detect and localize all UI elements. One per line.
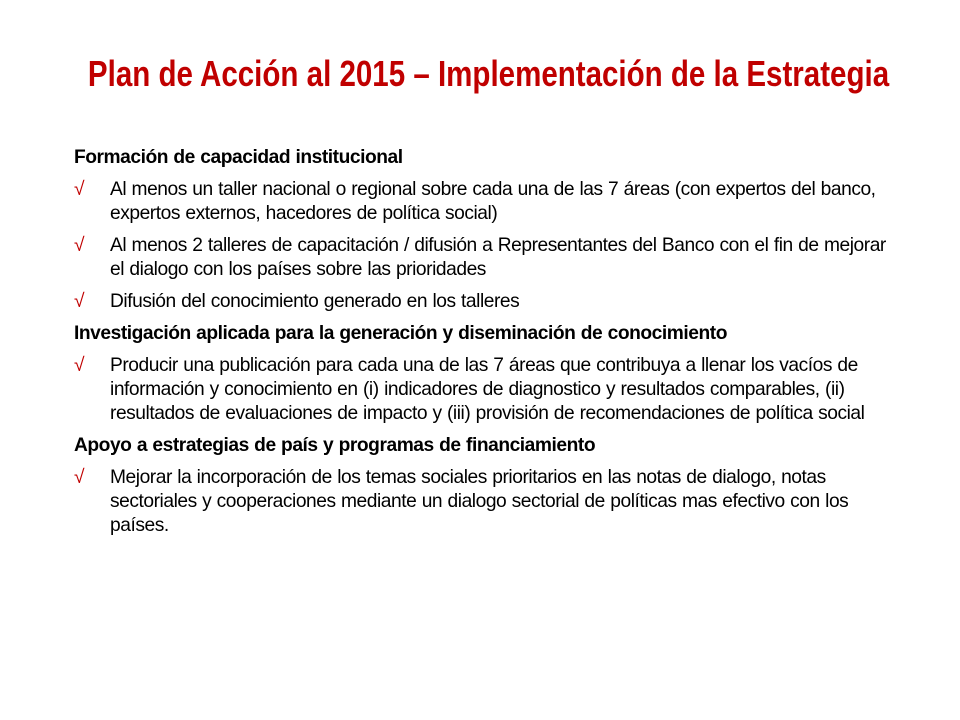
- bullet-item: [74, 354, 904, 426]
- check-icon: √: [74, 467, 85, 488]
- bullet-item: [74, 466, 904, 538]
- slide-title-text: Plan de Acción al 2015 – Implementación de la Estrategia: [87, 53, 890, 94]
- check-icon: √: [74, 355, 85, 376]
- bullet-text: Al menos un taller nacional o regional sobre cada una de las 7 áreas (con expertos del banco, expertos externos, hacedores de política social): [110, 179, 876, 224]
- section-heading: Apoyo a estrategias de país y programas de financiamiento: [74, 435, 596, 456]
- check-icon: √: [74, 235, 85, 256]
- section-heading: Formación de capacidad institucional: [74, 147, 403, 168]
- bullet-text: Al menos 2 talleres de capacitación / difusión a Representantes del Banco con el fin de mejorar el dialogo con los países sobre las prioridades: [110, 235, 886, 280]
- bullet-item: [74, 234, 904, 282]
- bullet-text: Difusión del conocimiento generado en los talleres: [110, 291, 520, 312]
- bullet-item: [74, 178, 904, 226]
- check-icon: √: [74, 291, 85, 312]
- bullet-text: Mejorar la incorporación de los temas sociales prioritarios en las notas de dialogo, notas sectoriales y cooperaciones mediante un dialogo sectorial de políticas mas efectivo con los países.: [110, 467, 849, 536]
- slide-content: [74, 146, 904, 546]
- section-heading: Investigación aplicada para la generación y diseminación de conocimiento: [74, 323, 727, 344]
- slide-title: [0, 52, 960, 96]
- bullet-item: [74, 290, 904, 314]
- bullet-text: Producir una publicación para cada una de las 7 áreas que contribuya a llenar los vacíos de información y conocimiento en (i) indicadores de diagnostico y resultados comparables, (ii) resultados de evaluaciones de impacto y (iii) provisión de recomendaciones de política social: [110, 355, 865, 424]
- check-icon: √: [74, 179, 85, 200]
